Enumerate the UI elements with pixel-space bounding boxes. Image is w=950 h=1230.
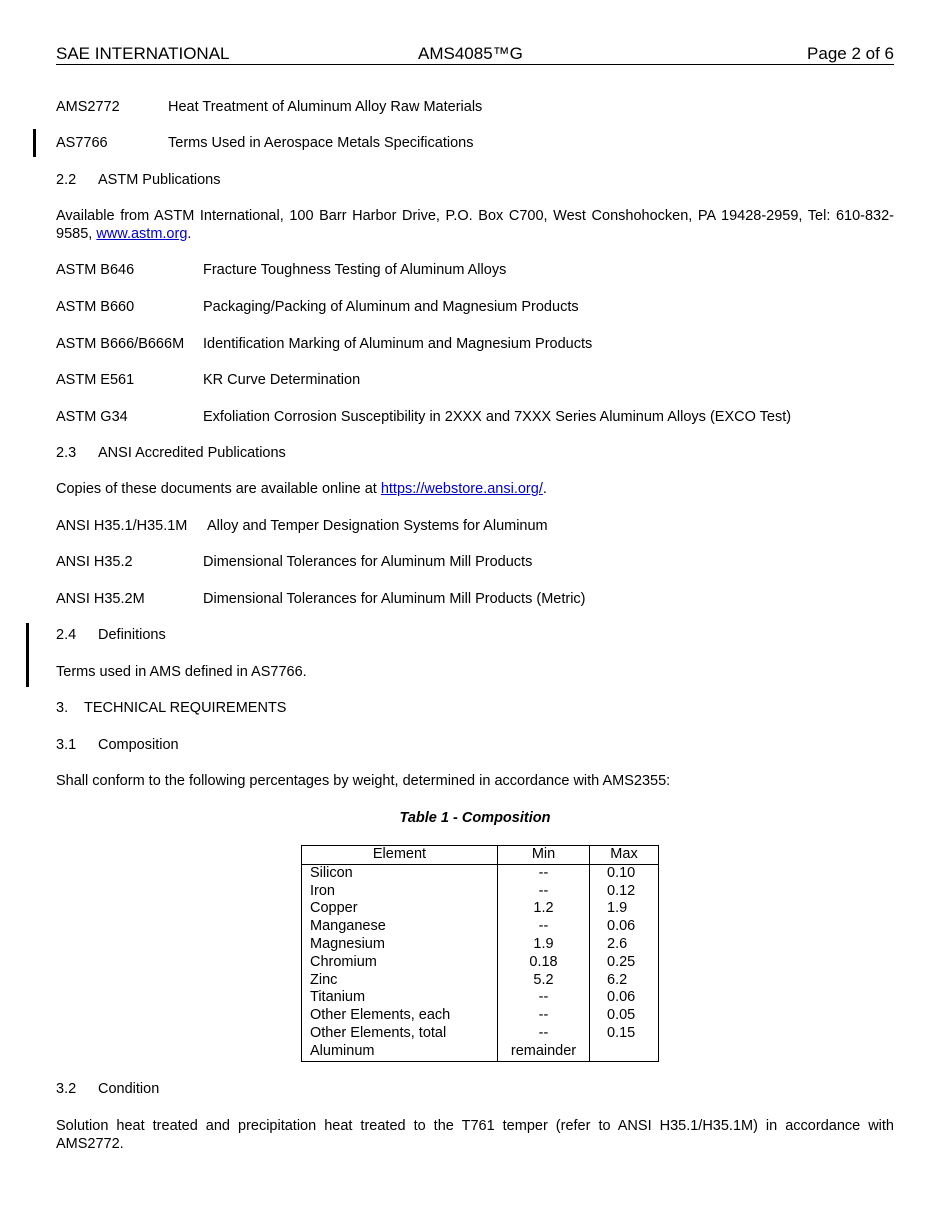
max-cell: 0.25 (590, 954, 659, 972)
min-cell: 0.18 (498, 954, 590, 972)
astm-link[interactable]: www.astm.org (96, 226, 188, 242)
element-cell: Other Elements, each (302, 1007, 498, 1025)
element-cell: Titanium (302, 989, 498, 1007)
ref-code: ANSI H35.1/H35.1M (56, 518, 188, 534)
max-cell: 0.05 (590, 1007, 659, 1025)
min-cell: -- (498, 1025, 590, 1043)
table-header-row (302, 846, 659, 865)
element-cell: Aluminum (302, 1043, 498, 1061)
astm-availability: Available from ASTM International, 100 Barr Harbor Drive, P.O. Box C700, West Conshohocken, PA 19428-2959, Tel: 610-832-9585, www.astm.org. (56, 208, 894, 242)
min-cell: -- (498, 918, 590, 936)
max-cell: 6.2 (590, 972, 659, 990)
min-cell: 1.2 (498, 900, 590, 918)
min-cell: remainder (498, 1043, 590, 1061)
ref-title: Exfoliation Corrosion Susceptibility in 2XXX and 7XXX Series Aluminum Alloys (EXCO Test) (203, 409, 792, 425)
table-row (302, 883, 659, 901)
change-bar (26, 623, 29, 687)
max-cell: 2.6 (590, 936, 659, 954)
ref-title: Identification Marking of Aluminum and Magnesium Products (203, 336, 593, 352)
section-heading: ASTM Publications (98, 172, 221, 188)
min-cell: -- (498, 1007, 590, 1025)
page-header (56, 44, 894, 65)
ref-title: Packaging/Packing of Aluminum and Magnesium Products (203, 299, 579, 315)
table-row (302, 989, 659, 1007)
element-cell: Other Elements, total (302, 1025, 498, 1043)
change-bar (33, 129, 36, 157)
table-row (302, 972, 659, 990)
ref-code: ASTM B666/B666M (56, 336, 185, 352)
table-caption: Table 1 - Composition (399, 810, 551, 826)
section-heading: Composition (98, 737, 179, 753)
ref-code: ANSI H35.2M (56, 591, 145, 607)
section-heading: Definitions (98, 627, 166, 643)
section-heading: Condition (98, 1081, 160, 1097)
ref-title: KR Curve Determination (203, 372, 361, 388)
header-page-number: Page 2 of 6 (807, 44, 894, 63)
ref-title: Fracture Toughness Testing of Aluminum Alloys (203, 262, 507, 278)
max-cell: 0.06 (590, 918, 659, 936)
min-cell: -- (498, 864, 590, 882)
min-cell: 5.2 (498, 972, 590, 990)
ref-title: Dimensional Tolerances for Aluminum Mill Products (203, 554, 533, 570)
header-doc-number: AMS4085™G (418, 44, 523, 63)
element-cell: Zinc (302, 972, 498, 990)
ref-title: Dimensional Tolerances for Aluminum Mill Products (Metric) (203, 591, 586, 607)
column-header-min: Min (498, 846, 590, 865)
ref-code: ANSI H35.2 (56, 554, 133, 570)
ref-code: ASTM G34 (56, 409, 128, 425)
min-cell: 1.9 (498, 936, 590, 954)
ref-code: AS7766 (56, 135, 108, 151)
ref-code: ASTM B660 (56, 299, 135, 315)
section-number: 3.1 (56, 737, 77, 753)
table-row (302, 954, 659, 972)
min-cell: -- (498, 989, 590, 1007)
ref-title: Heat Treatment of Aluminum Alloy Raw Materials (168, 99, 483, 115)
definitions-text: Terms used in AMS defined in AS7766. (56, 664, 307, 680)
element-cell: Copper (302, 900, 498, 918)
section-heading: TECHNICAL REQUIREMENTS (84, 700, 287, 716)
element-cell: Magnesium (302, 936, 498, 954)
min-cell: -- (498, 883, 590, 901)
table-row (302, 900, 659, 918)
section-number: 3.2 (56, 1081, 77, 1097)
max-cell: 0.15 (590, 1025, 659, 1043)
section-number: 2.3 (56, 445, 77, 461)
table-row (302, 1007, 659, 1025)
section-number: 3. (56, 700, 69, 716)
table-row (302, 864, 659, 882)
ref-code: ASTM E561 (56, 372, 135, 388)
composition-text: Shall conform to the following percentages by weight, determined in accordance with AMS2355: (56, 773, 671, 789)
max-cell: 0.06 (590, 989, 659, 1007)
ref-title: Terms Used in Aerospace Metals Specifications (168, 135, 474, 151)
max-cell: 0.12 (590, 883, 659, 901)
section-number: 2.4 (56, 627, 77, 643)
max-cell: 1.9 (590, 900, 659, 918)
ansi-availability: Copies of these documents are available online at https://webstore.ansi.org/. (56, 481, 547, 497)
table-row (302, 936, 659, 954)
column-header-max: Max (590, 846, 659, 865)
condition-text: Solution heat treated and precipitation heat treated to the T761 temper (refer to ANSI H35.1/H35.1M) in accordance with AMS2772. (56, 1118, 894, 1152)
header-org: SAE INTERNATIONAL (56, 44, 230, 63)
element-cell: Chromium (302, 954, 498, 972)
table-row (302, 918, 659, 936)
element-cell: Manganese (302, 918, 498, 936)
table-row (302, 1043, 659, 1061)
ansi-link[interactable]: https://webstore.ansi.org/ (380, 481, 543, 497)
max-cell: 0.10 (590, 864, 659, 882)
column-header-element: Element (302, 846, 498, 865)
max-cell (590, 1043, 659, 1061)
ref-code: AMS2772 (56, 99, 120, 115)
table-row (302, 1025, 659, 1043)
ref-code: ASTM B646 (56, 262, 135, 278)
section-heading: ANSI Accredited Publications (98, 445, 286, 461)
element-cell: Silicon (302, 864, 498, 882)
section-number: 2.2 (56, 172, 77, 188)
element-cell: Iron (302, 883, 498, 901)
ref-title: Alloy and Temper Designation Systems for Aluminum (207, 518, 548, 534)
composition-table (301, 845, 659, 1062)
